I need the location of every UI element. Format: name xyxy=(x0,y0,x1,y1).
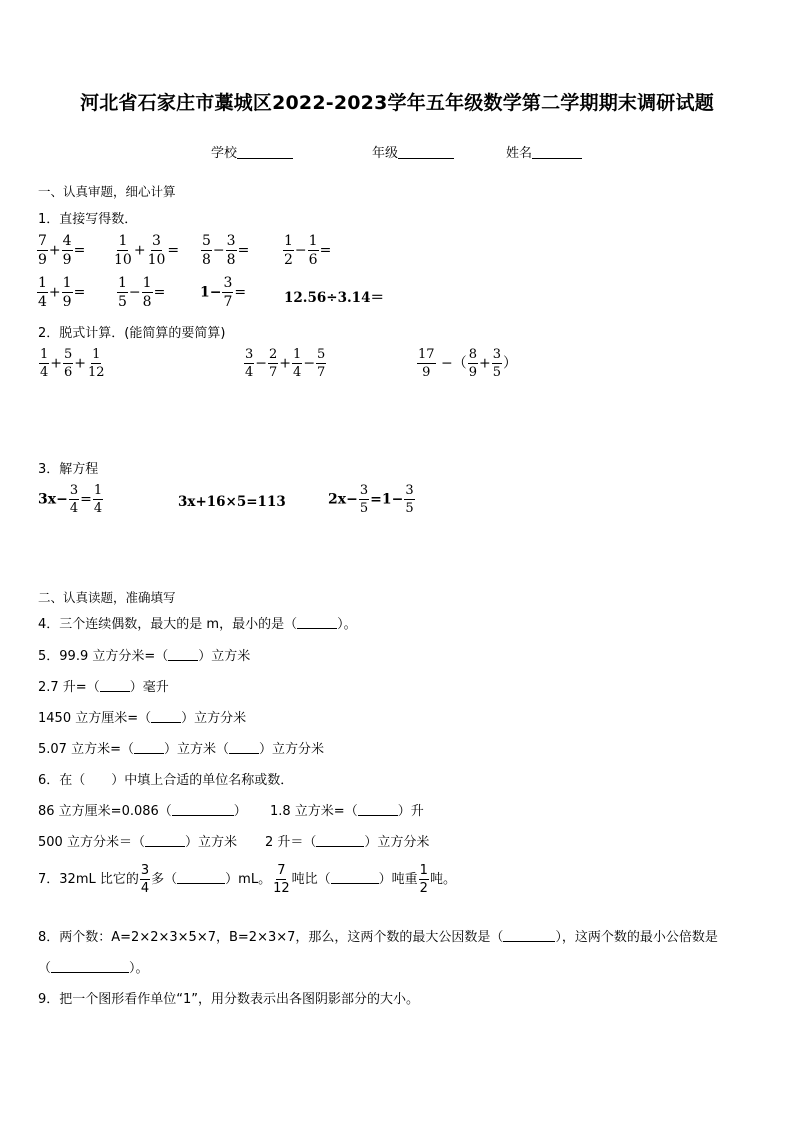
q1-item-3: $\frac{5}{8}$ − $\frac{3}{8}$ = xyxy=(202,233,250,268)
q3-eq-3: 2x− $\frac{3}{5}$ =1− $\frac{3}{5}$ xyxy=(328,483,414,516)
q8-line-2: （ ）。 xyxy=(38,961,149,976)
q1-title: 1．直接写得数． xyxy=(38,212,138,227)
q6-title: 6．在（ ）中填上合适的单位名称或数． xyxy=(38,773,294,788)
q3-eq-2: 3x+16×5=113 xyxy=(178,494,286,510)
q6-blank-4[interactable] xyxy=(316,835,364,847)
q7-blank-2[interactable] xyxy=(331,872,379,884)
q5-blank-4[interactable] xyxy=(134,742,164,754)
q6-blank-2[interactable] xyxy=(358,804,398,816)
q7-blank-1[interactable] xyxy=(177,872,225,884)
q1-item-1: $\frac{7}{9}$ + $\frac{4}{9}$ = xyxy=(38,233,86,268)
q6-blank-1[interactable] xyxy=(172,804,234,816)
q3-eq-1: 3x− $\frac{3}{4}$ = $\frac{1}{4}$ xyxy=(38,483,103,516)
name-field[interactable]: 姓名 xyxy=(506,142,582,161)
q6-item-2: 1.8 立方米=（ ）升 xyxy=(270,804,424,819)
q8-blank-1[interactable] xyxy=(503,930,555,942)
q2-expr-3: $\frac{17}{9}$ −（ $\frac{8}{9}$ + $\frac{3}{5}$ ） xyxy=(418,347,518,380)
q1-item-4: $\frac{1}{2}$ − $\frac{1}{6}$ = xyxy=(284,233,332,268)
q1-item-2: $\frac{1}{10}$ + $\frac{3}{10}$ = xyxy=(114,233,180,268)
q6-blank-3[interactable] xyxy=(145,835,185,847)
q5-blank-5[interactable] xyxy=(229,742,259,754)
q6-item-3: 500 立方分米＝（ ）立方米 xyxy=(38,835,237,850)
q2-expr-1: $\frac{1}{4}$ + $\frac{5}{6}$ + $\frac{1}{12}$ xyxy=(40,347,105,380)
q1-item-5: $\frac{1}{4}$ + $\frac{1}{9}$ = xyxy=(38,275,86,310)
q6-item-1: 86 立方厘米=0.086（ ） xyxy=(38,804,247,819)
q5-blank-3[interactable] xyxy=(151,711,181,723)
q5-line-4: 5.07 立方米=（ ）立方米（ ）立方分米 xyxy=(38,742,325,757)
q3-title: 3．解方程 xyxy=(38,462,99,477)
grade-field[interactable]: 年级 xyxy=(372,142,454,161)
q5-line-2: 2.7 升=（ ）毫升 xyxy=(38,680,169,695)
q1-item-7: 1− $\frac{3}{7}$ = xyxy=(200,275,247,310)
q6-item-4: 2 升＝（ ）立方分米 xyxy=(265,835,430,850)
q1-item-8: 12.56÷3.14＝ xyxy=(284,290,384,306)
q1-item-6: $\frac{1}{5}$ − $\frac{1}{8}$ = xyxy=(118,275,166,310)
q8-line-1: 8．两个数：A=2×2×3×5×7，B=2×3×7，那么，这两个数的最大公因数是（ ），这两个数的最小公倍数是 xyxy=(38,930,718,945)
q8-blank-2[interactable] xyxy=(51,961,129,973)
school-field[interactable]: 学校 xyxy=(211,142,293,161)
q5-blank-1[interactable] xyxy=(168,649,198,661)
q9: 9．把一个图形看作单位“1”，用分数表示出各图阴影部分的大小。 xyxy=(38,992,420,1007)
q2-expr-2: $\frac{3}{4}$ − $\frac{2}{7}$ + $\frac{1}{4}$ − $\frac{5}{7}$ xyxy=(245,347,326,380)
q4-blank[interactable] xyxy=(297,617,337,629)
q4: 4．三个连续偶数，最大的是 m，最小的是（ ）。 xyxy=(38,617,357,632)
section2-heading: 二、认真读题，准确填写 xyxy=(38,590,176,605)
page-title: 河北省石家庄市藁城区2022-2023学年五年级数学第二学期期末调研试题 xyxy=(80,92,714,114)
q5-blank-2[interactable] xyxy=(100,680,130,692)
q5-line-1: 5．99.9 立方分米=（ ）立方米 xyxy=(38,649,251,664)
q2-title: 2．脱式计算．(能简算的要简算) xyxy=(38,326,226,341)
section1-heading: 一、认真审题，细心计算 xyxy=(38,184,176,199)
q7: 7．32mL 比它的 $\frac{3}{4}$ 多（ ）mL。 $\frac{7}{12}$ 吨比（ ）吨重 $\frac{1}{2}$ 吨。 xyxy=(38,863,456,896)
q5-line-3: 1450 立方厘米=（ ）立方分米 xyxy=(38,711,247,726)
